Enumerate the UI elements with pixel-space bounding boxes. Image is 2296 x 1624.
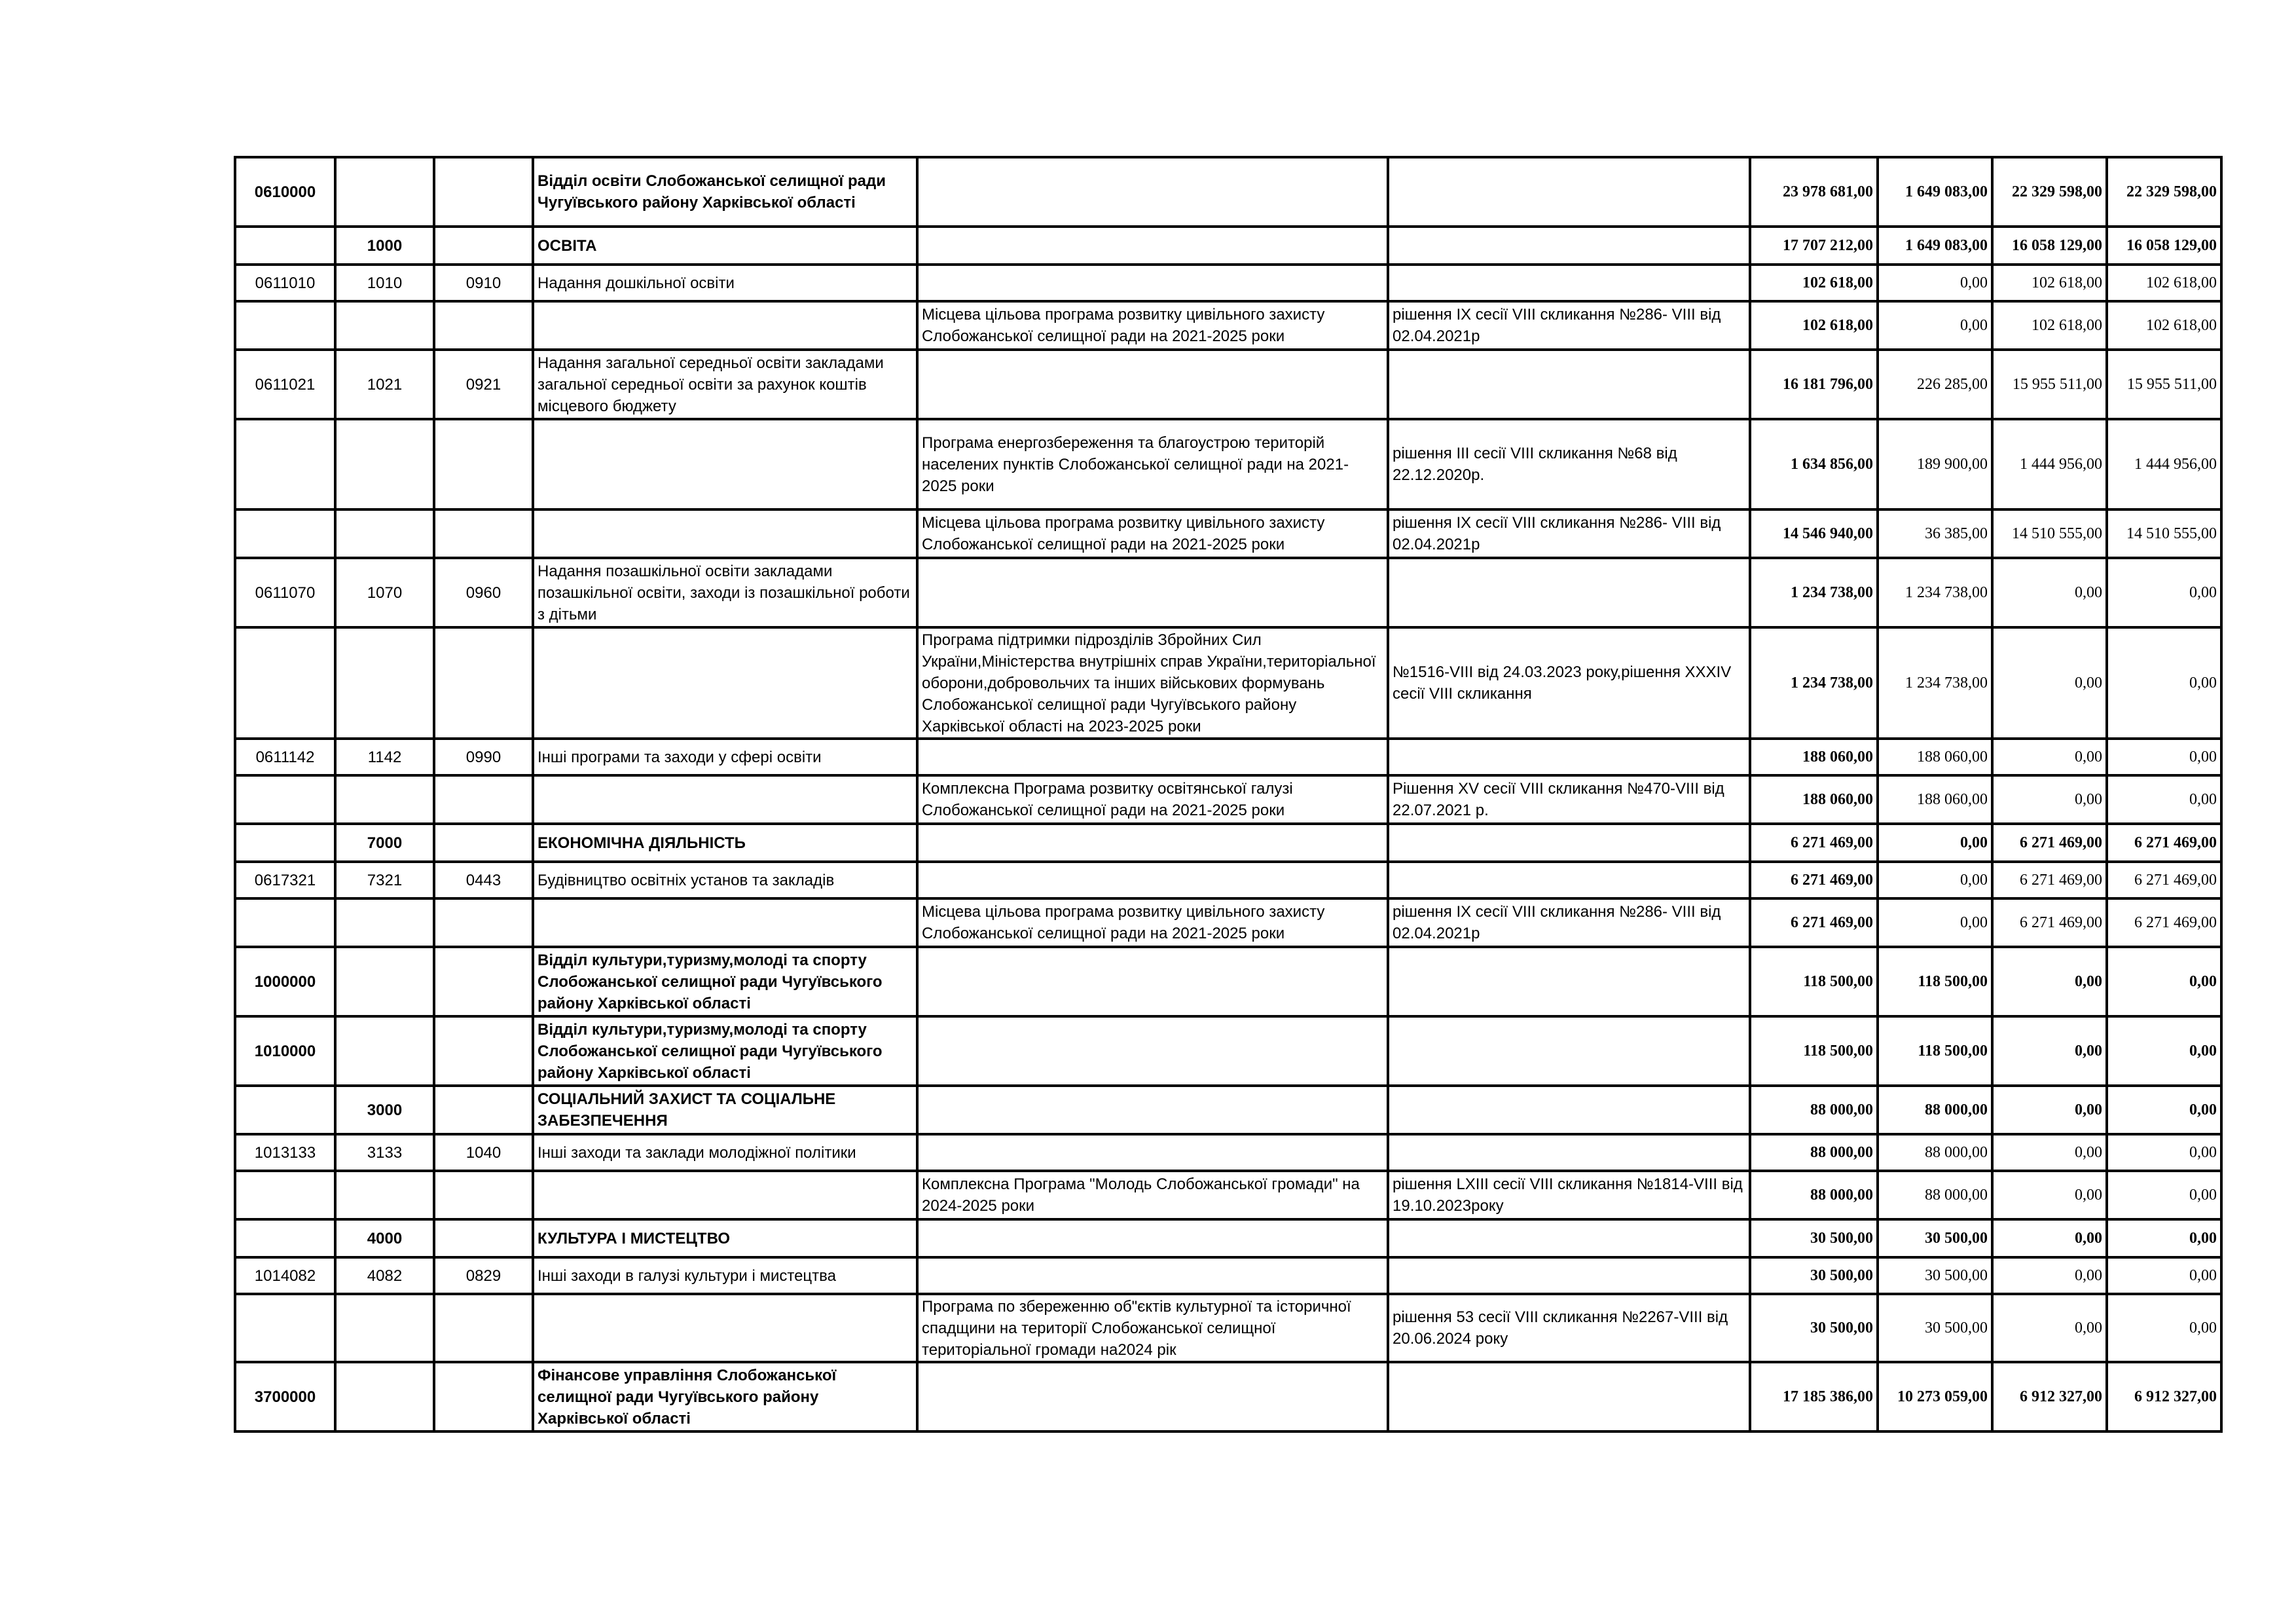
council-decision-cell <box>1388 265 1750 301</box>
program-name-cell <box>533 1294 917 1362</box>
special-fund-cell: 102 618,00 <box>1992 265 2107 301</box>
general-fund-cell: 189 900,00 <box>1878 419 1992 509</box>
general-fund-cell: 1 234 738,00 <box>1878 558 1992 627</box>
kpkvk-code-cell <box>235 1219 335 1257</box>
kfkvk-code-cell <box>434 775 533 824</box>
program-name-cell: Надання дошкільної освіти <box>533 265 917 301</box>
table-row <box>235 1257 2221 1294</box>
special-fund-cell: 0,00 <box>1992 1134 2107 1171</box>
development-budget-cell: 0,00 <box>2107 1171 2221 1219</box>
local-program-cell <box>917 739 1388 775</box>
kpkvk-code-cell <box>235 1294 335 1362</box>
special-fund-cell: 6 271 469,00 <box>1992 862 2107 898</box>
local-program-cell <box>917 350 1388 419</box>
table-row <box>235 739 2221 775</box>
development-budget-cell: 1 444 956,00 <box>2107 419 2221 509</box>
kpkvk-code-cell: 0617321 <box>235 862 335 898</box>
council-decision-cell <box>1388 558 1750 627</box>
general-fund-cell: 0,00 <box>1878 265 1992 301</box>
tpkvk-code-cell: 1021 <box>335 350 434 419</box>
tpkvk-code-cell: 4000 <box>335 1219 434 1257</box>
total-amount-cell: 17 185 386,00 <box>1750 1362 1878 1431</box>
local-program-cell <box>917 157 1388 227</box>
total-amount-cell: 88 000,00 <box>1750 1134 1878 1171</box>
tpkvk-code-cell <box>335 1016 434 1086</box>
kpkvk-code-cell: 1013133 <box>235 1134 335 1171</box>
development-budget-cell: 6 271 469,00 <box>2107 824 2221 862</box>
kpkvk-code-cell: 1010000 <box>235 1016 335 1086</box>
table-row <box>235 947 2221 1016</box>
table-row <box>235 824 2221 862</box>
kfkvk-code-cell: 0921 <box>434 350 533 419</box>
table-row <box>235 301 2221 350</box>
program-name-cell: Надання позашкільної освіти закладами позашкільної освіти, заходи із позашкільної роботи з дітьми <box>533 558 917 627</box>
council-decision-cell <box>1388 227 1750 265</box>
general-fund-cell: 118 500,00 <box>1878 947 1992 1016</box>
general-fund-cell: 88 000,00 <box>1878 1086 1992 1134</box>
total-amount-cell: 14 546 940,00 <box>1750 509 1878 558</box>
development-budget-cell: 0,00 <box>2107 1257 2221 1294</box>
table-row <box>235 1171 2221 1219</box>
general-fund-cell: 36 385,00 <box>1878 509 1992 558</box>
kpkvk-code-cell <box>235 824 335 862</box>
general-fund-cell: 0,00 <box>1878 898 1992 947</box>
program-name-cell <box>533 627 917 739</box>
program-name-cell <box>533 1171 917 1219</box>
program-name-cell: Будівництво освітніх установ та закладів <box>533 862 917 898</box>
local-program-cell <box>917 227 1388 265</box>
table-row <box>235 627 2221 739</box>
tpkvk-code-cell: 7000 <box>335 824 434 862</box>
program-name-cell: Фінансове управління Слобожанської селищної ради Чугуївського району Харківської області <box>533 1362 917 1431</box>
table-row <box>235 157 2221 227</box>
kfkvk-code-cell <box>434 1086 533 1134</box>
council-decision-cell: Рішення XV сесії VIII скликання №470-VIII від 22.07.2021 р. <box>1388 775 1750 824</box>
kfkvk-code-cell <box>434 509 533 558</box>
local-program-cell <box>917 1016 1388 1086</box>
kpkvk-code-cell: 3700000 <box>235 1362 335 1431</box>
table-row <box>235 775 2221 824</box>
council-decision-cell <box>1388 350 1750 419</box>
development-budget-cell: 0,00 <box>2107 739 2221 775</box>
kfkvk-code-cell <box>434 419 533 509</box>
total-amount-cell: 30 500,00 <box>1750 1294 1878 1362</box>
council-decision-cell <box>1388 824 1750 862</box>
special-fund-cell: 0,00 <box>1992 558 2107 627</box>
kfkvk-code-cell <box>434 1171 533 1219</box>
program-name-cell <box>533 775 917 824</box>
local-program-cell: Місцева цільова програма розвитку цивільного захисту Слобожанської селищної ради на 2021-2025 роки <box>917 301 1388 350</box>
council-decision-cell <box>1388 739 1750 775</box>
general-fund-cell: 10 273 059,00 <box>1878 1362 1992 1431</box>
council-decision-cell <box>1388 1016 1750 1086</box>
kfkvk-code-cell <box>434 898 533 947</box>
kfkvk-code-cell <box>434 947 533 1016</box>
tpkvk-code-cell <box>335 775 434 824</box>
local-program-cell <box>917 265 1388 301</box>
general-fund-cell: 0,00 <box>1878 862 1992 898</box>
total-amount-cell: 102 618,00 <box>1750 265 1878 301</box>
special-fund-cell: 0,00 <box>1992 1016 2107 1086</box>
kpkvk-code-cell: 0611070 <box>235 558 335 627</box>
council-decision-cell <box>1388 1362 1750 1431</box>
tpkvk-code-cell <box>335 898 434 947</box>
council-decision-cell: рішення LXIII сесії VIII скликання №1814-VIII від 19.10.2023року <box>1388 1171 1750 1219</box>
total-amount-cell: 88 000,00 <box>1750 1086 1878 1134</box>
total-amount-cell: 118 500,00 <box>1750 947 1878 1016</box>
special-fund-cell: 0,00 <box>1992 1294 2107 1362</box>
total-amount-cell: 30 500,00 <box>1750 1257 1878 1294</box>
program-name-cell: Відділ культури,туризму,молоді та спорту Слобожанської селищної ради Чугуївського району Харківської області <box>533 947 917 1016</box>
council-decision-cell <box>1388 947 1750 1016</box>
kfkvk-code-cell <box>434 627 533 739</box>
general-fund-cell: 88 000,00 <box>1878 1134 1992 1171</box>
council-decision-cell: рішення 53 сесії VIII скликання №2267-VIII від 20.06.2024 року <box>1388 1294 1750 1362</box>
program-name-cell: Відділ культури,туризму,молоді та спорту Слобожанської селищної ради Чугуївського району Харківської області <box>533 1016 917 1086</box>
development-budget-cell: 0,00 <box>2107 1294 2221 1362</box>
program-name-cell <box>533 898 917 947</box>
total-amount-cell: 88 000,00 <box>1750 1171 1878 1219</box>
general-fund-cell: 0,00 <box>1878 824 1992 862</box>
general-fund-cell: 188 060,00 <box>1878 775 1992 824</box>
local-program-cell <box>917 1219 1388 1257</box>
total-amount-cell: 118 500,00 <box>1750 1016 1878 1086</box>
kpkvk-code-cell <box>235 1171 335 1219</box>
general-fund-cell: 30 500,00 <box>1878 1219 1992 1257</box>
development-budget-cell: 22 329 598,00 <box>2107 157 2221 227</box>
development-budget-cell: 102 618,00 <box>2107 301 2221 350</box>
total-amount-cell: 6 271 469,00 <box>1750 824 1878 862</box>
local-program-cell <box>917 947 1388 1016</box>
program-name-cell <box>533 419 917 509</box>
local-program-cell: Комплексна Програма "Молодь Слобожанської громади" на 2024-2025 роки <box>917 1171 1388 1219</box>
special-fund-cell: 0,00 <box>1992 1257 2107 1294</box>
kfkvk-code-cell: 0910 <box>434 265 533 301</box>
table-row <box>235 1294 2221 1362</box>
local-program-cell <box>917 1257 1388 1294</box>
special-fund-cell: 6 912 327,00 <box>1992 1362 2107 1431</box>
total-amount-cell: 30 500,00 <box>1750 1219 1878 1257</box>
general-fund-cell: 30 500,00 <box>1878 1294 1992 1362</box>
special-fund-cell: 0,00 <box>1992 1171 2107 1219</box>
special-fund-cell: 16 058 129,00 <box>1992 227 2107 265</box>
kfkvk-code-cell <box>434 1294 533 1362</box>
program-name-cell <box>533 509 917 558</box>
general-fund-cell: 1 649 083,00 <box>1878 157 1992 227</box>
kfkvk-code-cell <box>434 1016 533 1086</box>
table-row <box>235 1362 2221 1431</box>
council-decision-cell <box>1388 157 1750 227</box>
table-row <box>235 862 2221 898</box>
general-fund-cell: 188 060,00 <box>1878 739 1992 775</box>
local-program-cell <box>917 558 1388 627</box>
special-fund-cell: 0,00 <box>1992 1086 2107 1134</box>
development-budget-cell: 0,00 <box>2107 1016 2221 1086</box>
local-program-cell <box>917 1086 1388 1134</box>
development-budget-cell: 6 912 327,00 <box>2107 1362 2221 1431</box>
kfkvk-code-cell: 0960 <box>434 558 533 627</box>
total-amount-cell: 16 181 796,00 <box>1750 350 1878 419</box>
local-program-cell: Програма підтримки підрозділів Збройних Сил України,Міністерства внутрішніх справ України,територіальної оборони,добровольчих та інших військових формувань Слобожанської селищної ради Чугуївського району Харківської області на 2023-2025 роки <box>917 627 1388 739</box>
total-amount-cell: 1 234 738,00 <box>1750 627 1878 739</box>
kfkvk-code-cell: 0829 <box>434 1257 533 1294</box>
special-fund-cell: 0,00 <box>1992 739 2107 775</box>
development-budget-cell: 102 618,00 <box>2107 265 2221 301</box>
kpkvk-code-cell <box>235 775 335 824</box>
kpkvk-code-cell: 0610000 <box>235 157 335 227</box>
kfkvk-code-cell <box>434 301 533 350</box>
general-fund-cell: 1 649 083,00 <box>1878 227 1992 265</box>
kpkvk-code-cell <box>235 627 335 739</box>
local-program-cell: Комплексна Програма розвитку освітянської галузі Слобожанської селищної ради на 2021-2025 роки <box>917 775 1388 824</box>
development-budget-cell: 0,00 <box>2107 775 2221 824</box>
special-fund-cell: 1 444 956,00 <box>1992 419 2107 509</box>
program-name-cell: Інші заходи в галузі культури і мистецтва <box>533 1257 917 1294</box>
local-program-cell: Програма енергозбереження та благоустрою територій населених пунктів Слобожанської селищної ради на 2021-2025 роки <box>917 419 1388 509</box>
development-budget-cell: 6 271 469,00 <box>2107 862 2221 898</box>
council-decision-cell <box>1388 1086 1750 1134</box>
council-decision-cell: рішення IX сесії VIII скликання №286- VIII від 02.04.2021р <box>1388 301 1750 350</box>
table-row <box>235 350 2221 419</box>
council-decision-cell: рішення IX сесії VIII скликання №286- VIII від 02.04.2021р <box>1388 509 1750 558</box>
local-program-cell: Програма по збереженню об"єктів культурної та історичної спадщини на території Слобожанської селищної територіальної громади на2024 рік <box>917 1294 1388 1362</box>
kpkvk-code-cell <box>235 898 335 947</box>
tpkvk-code-cell <box>335 419 434 509</box>
total-amount-cell: 188 060,00 <box>1750 739 1878 775</box>
special-fund-cell: 14 510 555,00 <box>1992 509 2107 558</box>
kpkvk-code-cell <box>235 419 335 509</box>
kpkvk-code-cell: 0611142 <box>235 739 335 775</box>
council-decision-cell <box>1388 862 1750 898</box>
table-row <box>235 898 2221 947</box>
table-row <box>235 1134 2221 1171</box>
special-fund-cell: 102 618,00 <box>1992 301 2107 350</box>
total-amount-cell: 17 707 212,00 <box>1750 227 1878 265</box>
total-amount-cell: 23 978 681,00 <box>1750 157 1878 227</box>
table-body <box>235 157 2221 1431</box>
program-name-cell: Інші програми та заходи у сфері освіти <box>533 739 917 775</box>
tpkvk-code-cell: 1142 <box>335 739 434 775</box>
table-row <box>235 419 2221 509</box>
special-fund-cell: 6 271 469,00 <box>1992 898 2107 947</box>
kfkvk-code-cell <box>434 157 533 227</box>
tpkvk-code-cell: 3000 <box>335 1086 434 1134</box>
program-name-cell: КУЛЬТУРА І МИСТЕЦТВО <box>533 1219 917 1257</box>
kfkvk-code-cell: 0990 <box>434 739 533 775</box>
kfkvk-code-cell: 0443 <box>434 862 533 898</box>
special-fund-cell: 6 271 469,00 <box>1992 824 2107 862</box>
development-budget-cell: 16 058 129,00 <box>2107 227 2221 265</box>
council-decision-cell: рішення III сесії VIII скликання №68 від 22.12.2020р. <box>1388 419 1750 509</box>
special-fund-cell: 15 955 511,00 <box>1992 350 2107 419</box>
table-row <box>235 1219 2221 1257</box>
table-row <box>235 1016 2221 1086</box>
total-amount-cell: 1 234 738,00 <box>1750 558 1878 627</box>
kpkvk-code-cell: 1000000 <box>235 947 335 1016</box>
tpkvk-code-cell <box>335 627 434 739</box>
kpkvk-code-cell <box>235 301 335 350</box>
tpkvk-code-cell <box>335 157 434 227</box>
general-fund-cell: 0,00 <box>1878 301 1992 350</box>
tpkvk-code-cell <box>335 301 434 350</box>
program-name-cell: СОЦІАЛЬНИЙ ЗАХИСТ ТА СОЦІАЛЬНЕ ЗАБЕЗПЕЧЕННЯ <box>533 1086 917 1134</box>
council-decision-cell: №1516-VIII від 24.03.2023 року,рішення XXXIV сесії VIII скликання <box>1388 627 1750 739</box>
total-amount-cell: 6 271 469,00 <box>1750 862 1878 898</box>
kfkvk-code-cell <box>434 227 533 265</box>
tpkvk-code-cell: 7321 <box>335 862 434 898</box>
kpkvk-code-cell <box>235 509 335 558</box>
local-program-cell <box>917 862 1388 898</box>
development-budget-cell: 0,00 <box>2107 558 2221 627</box>
special-fund-cell: 0,00 <box>1992 775 2107 824</box>
council-decision-cell <box>1388 1257 1750 1294</box>
development-budget-cell: 6 271 469,00 <box>2107 898 2221 947</box>
development-budget-cell: 0,00 <box>2107 947 2221 1016</box>
kpkvk-code-cell: 0611010 <box>235 265 335 301</box>
program-name-cell <box>533 301 917 350</box>
council-decision-cell <box>1388 1219 1750 1257</box>
program-name-cell: Відділ освіти Слобожанської селищної ради Чугуївського району Харківської області <box>533 157 917 227</box>
total-amount-cell: 6 271 469,00 <box>1750 898 1878 947</box>
development-budget-cell: 15 955 511,00 <box>2107 350 2221 419</box>
local-program-cell <box>917 1362 1388 1431</box>
general-fund-cell: 88 000,00 <box>1878 1171 1992 1219</box>
development-budget-cell: 0,00 <box>2107 627 2221 739</box>
total-amount-cell: 188 060,00 <box>1750 775 1878 824</box>
special-fund-cell: 0,00 <box>1992 947 2107 1016</box>
tpkvk-code-cell <box>335 947 434 1016</box>
local-program-cell <box>917 824 1388 862</box>
tpkvk-code-cell: 4082 <box>335 1257 434 1294</box>
kpkvk-code-cell: 0611021 <box>235 350 335 419</box>
development-budget-cell: 14 510 555,00 <box>2107 509 2221 558</box>
kfkvk-code-cell <box>434 1219 533 1257</box>
tpkvk-code-cell: 1070 <box>335 558 434 627</box>
table-row <box>235 558 2221 627</box>
development-budget-cell: 0,00 <box>2107 1086 2221 1134</box>
program-name-cell: Надання загальної середньої освіти закладами загальної середньої освіти за рахунок коштів місцевого бюджету <box>533 350 917 419</box>
budget-programs-table <box>234 156 2223 1433</box>
kpkvk-code-cell: 1014082 <box>235 1257 335 1294</box>
total-amount-cell: 1 634 856,00 <box>1750 419 1878 509</box>
tpkvk-code-cell <box>335 1294 434 1362</box>
kfkvk-code-cell <box>434 1362 533 1431</box>
tpkvk-code-cell <box>335 509 434 558</box>
special-fund-cell: 0,00 <box>1992 627 2107 739</box>
program-name-cell: Інші заходи та заклади молодіжної політики <box>533 1134 917 1171</box>
general-fund-cell: 118 500,00 <box>1878 1016 1992 1086</box>
tpkvk-code-cell <box>335 1362 434 1431</box>
total-amount-cell: 102 618,00 <box>1750 301 1878 350</box>
special-fund-cell: 22 329 598,00 <box>1992 157 2107 227</box>
council-decision-cell: рішення IX сесії VIII скликання №286- VIII від 02.04.2021р <box>1388 898 1750 947</box>
local-program-cell: Місцева цільова програма розвитку цивільного захисту Слобожанської селищної ради на 2021-2025 роки <box>917 898 1388 947</box>
table-row <box>235 509 2221 558</box>
table-row <box>235 1086 2221 1134</box>
program-name-cell: ЕКОНОМІЧНА ДІЯЛЬНІСТЬ <box>533 824 917 862</box>
program-name-cell: ОСВІТА <box>533 227 917 265</box>
local-program-cell: Місцева цільова програма розвитку цивільного захисту Слобожанської селищної ради на 2021-2025 роки <box>917 509 1388 558</box>
special-fund-cell: 0,00 <box>1992 1219 2107 1257</box>
local-program-cell <box>917 1134 1388 1171</box>
table-row <box>235 265 2221 301</box>
general-fund-cell: 226 285,00 <box>1878 350 1992 419</box>
kpkvk-code-cell <box>235 227 335 265</box>
general-fund-cell: 1 234 738,00 <box>1878 627 1992 739</box>
tpkvk-code-cell: 1010 <box>335 265 434 301</box>
kfkvk-code-cell <box>434 824 533 862</box>
tpkvk-code-cell <box>335 1171 434 1219</box>
tpkvk-code-cell: 3133 <box>335 1134 434 1171</box>
development-budget-cell: 0,00 <box>2107 1219 2221 1257</box>
kfkvk-code-cell: 1040 <box>434 1134 533 1171</box>
development-budget-cell: 0,00 <box>2107 1134 2221 1171</box>
general-fund-cell: 30 500,00 <box>1878 1257 1992 1294</box>
tpkvk-code-cell: 1000 <box>335 227 434 265</box>
table-row <box>235 227 2221 265</box>
council-decision-cell <box>1388 1134 1750 1171</box>
kpkvk-code-cell <box>235 1086 335 1134</box>
